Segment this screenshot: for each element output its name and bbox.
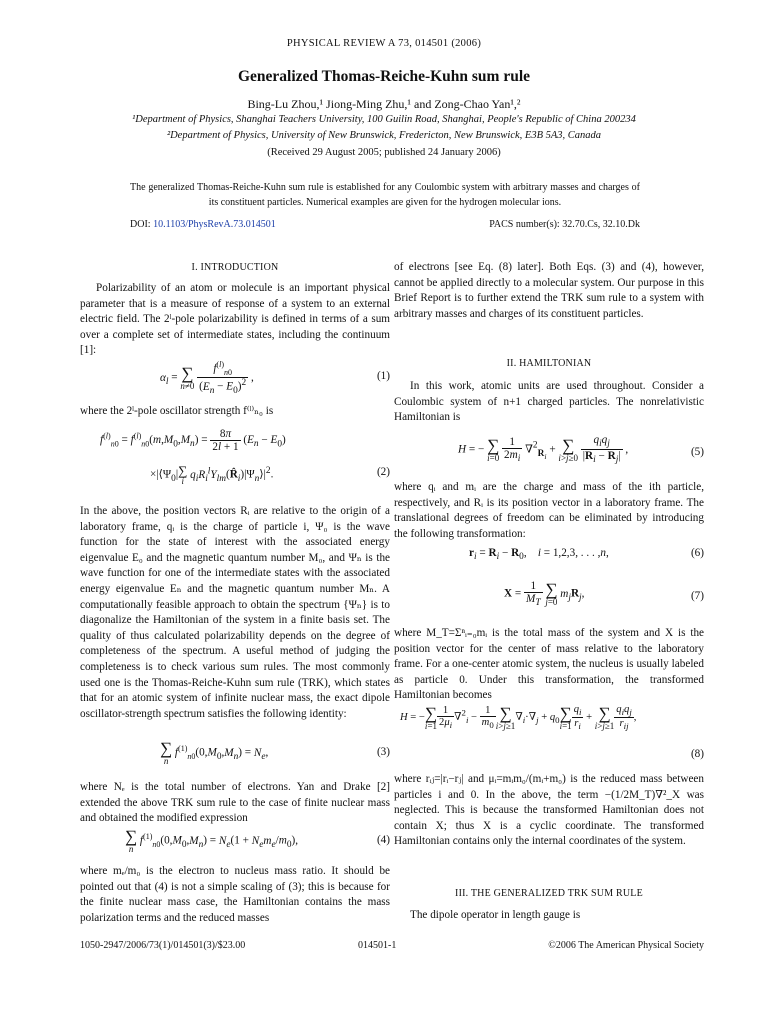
affiliation-1: ¹Department of Physics, Shanghai Teachers University, 100 Guilin Road, Shanghai, People's Republic of China 200234 xyxy=(132,114,636,125)
equation-1: $\alpha_l$ = ∑ n≠0 $\frac{f^{(l)}_{n0}}{(E_n - E_0)^2}$ , (1) xyxy=(160,360,390,396)
equation-number-7: (7) xyxy=(690,590,704,602)
section-heading-hamiltonian: II. HAMILTONIAN xyxy=(506,358,592,369)
trk-paragraph-1: The dipole operator in length gauge is xyxy=(410,909,581,921)
equation-number-5: (5) xyxy=(690,446,704,458)
equation-number-2: (2) xyxy=(376,466,390,478)
equation-number-6: (6) xyxy=(690,547,704,559)
equation-7: X = $\frac{1}{M_T}$ ∑ j=0 $m_jR_j$, (7) xyxy=(504,580,704,609)
equation-8: H = − ∑ i=1 $\frac{1}{2\mu_i}$ ∇$^2_i$ − $\frac{1}{m_0}$ ∑ $i>j\ge 1\nabla_i\cdot\nabla_j + q_0$ ∑ i=1 $\frac{q_i}{r_i}$ + ∑ i>j≥1 $\frac{q_iq_j}{r_{ij}}$ , (8) xyxy=(400,703,704,760)
received-date: (Received 29 August 2005; published 24 January 2006) xyxy=(267,147,501,158)
doi-line xyxy=(130,219,276,230)
doi-link[interactable]: 10.1103/PhysRevA.73.014501 xyxy=(153,219,276,230)
equation-number-1: (1) xyxy=(376,370,390,382)
affiliation-2: ²Department of Physics, University of New Brunswick, Fredericton, New Brunswick, E3B 5A3, Canada xyxy=(166,130,602,141)
intro-paragraph-2: where the 2ˡ-pole oscillator strength f⁽ˡ⁾ₙ₀ is xyxy=(80,405,274,417)
equation-number-4: (4) xyxy=(376,834,390,846)
equation-6: $r_i = R_i - R_0$, i = 1,2,3, . . . ,n, (6) xyxy=(469,547,704,563)
equation-4: ∑ n $f^{(1)}_{n0}(0,M_0,M_n) = N_e(1 + N_em_e/m_0)$, (4) xyxy=(125,827,390,854)
section-heading-intro: I. INTRODUCTION xyxy=(191,262,279,273)
equation-3: ∑ n $f^{(1)}_{n0}(0,M_0,M_n) = N_e$, (3) xyxy=(160,739,390,766)
intro-paragraph-3: In the above, the position vectors Rᵢ are relative to the origin of a laboratory frame, qᵢ is the charge of particle i, Ψ₀ is the wave function for the state of interest with the associated energy eigenvalue E₀ and the magnetic quantum number M₀, and Ψₙ is the wave function for one of the intermediate states with the associated energy eigenvalue Eₙ and the magnetic quantum number Mₙ. A computationally feasible approach to obtain the spectrum {Ψₙ} is to diagonalize the Hamiltonian of the system in a finite basis set. The quality of thus calculated polarizability depends on the degree of completeness of the spectrum. A useful method of judging the completeness is to check various sum rules. The most commonly used one is the Thomas-Reiche-Kuhn sum rule (TRK), which states that for an atomic system of infinite nuclear mass, the exact dipole oscillator-strength spectrum satisfies the following identity: xyxy=(80,505,390,720)
paper-title: Generalized Thomas-Reiche-Kuhn sum rule xyxy=(237,68,531,85)
hamiltonian-paragraph-4: where rᵢⱼ=|rᵢ−rⱼ| and μᵢ=mᵢm₀/(mᵢ+m₀) is the reduced mass between particles i and 0. In the above, the term −(1/2M_T)∇²_X was neglected. This is because the transformed Hamiltonian does not contain X; thus X is a cyclic coordinate. The transformed Hamiltonian contains only the internal coordinates of the system. xyxy=(394,773,704,848)
intro-paragraph-5: where mₑ/m₀ is the electron to nucleus mass ratio. It should be pointed out that (4) is not a simple scaling of (3); this is because for the finite nuclear mass case, the Hamiltonian contains the mass polarization terms and the reduced masses xyxy=(80,865,390,924)
pacs-numbers: PACS number(s): 32.70.Cs, 32.10.Dk xyxy=(489,219,640,230)
equation-number-8: (8) xyxy=(690,748,704,760)
footer-copyright: ©2006 The American Physical Society xyxy=(548,940,704,951)
intro-paragraph-4: where Nₑ is the total number of electrons. Yan and Drake [2] extended the above TRK sum rule to the case of finite nuclear mass and obtained the modified expression xyxy=(80,781,390,825)
doi-label: DOI: xyxy=(130,219,151,230)
hamiltonian-paragraph-3: where M_T=Σⁿᵢ₌₀mᵢ is the total mass of the system and X is the position vector for the center of mass relative to the laboratory frame. For a one-center atomic system, the nucleus is usually labeled as particle 0. Under this transformation, the transformed Hamiltonian becomes xyxy=(394,627,704,702)
hamiltonian-paragraph-2: where qᵢ and mᵢ are the charge and mass of the ith particle, respectively, and Rᵢ is its position vector in a laboratory frame. The translational degrees of freedom can be eliminated by introducing the following transformation: xyxy=(394,481,704,540)
footer-page-number: 014501-1 xyxy=(358,940,397,951)
journal-header: PHYSICAL REVIEW A 73, 014501 (2006) xyxy=(286,38,482,49)
equation-2: $f^{(l)}_{n0} = f^{(l)}_{n0}(m,M_0,M_n)$ = $\frac{8\pi}{2l + 1}$ $(E_n - E_0)$ $\times|⟨\Psi_0|$ ∑ i $q_iR_i^lY_{lm}(R̂_i)|\Psi_n⟩|^2$. (2) xyxy=(100,428,390,486)
equation-number-3: (3) xyxy=(376,746,390,758)
hamiltonian-paragraph-1: In this work, atomic units are used throughout. Consider a Coulombic system of n+1 charged particles. The nonrelativistic Hamiltonian is xyxy=(394,380,704,424)
intro-paragraph-6: of electrons [see Eq. (8) later]. Both Eqs. (3) and (4), however, cannot be applied directly to a molecular system. Our purpose in this Brief Report is to further extend the TRK sum rule to a system with arbitrary masses and charges of its constituent particles. xyxy=(394,261,704,320)
intro-paragraph-1: Polarizability of an atom or molecule is an important physical parameter that is a measure of response of a system to an external electric field. The 2ˡ-pole polarizability is defined in terms of a sum over a complete set of intermediate states, including the continuum [1]: xyxy=(80,282,390,357)
equation-5: H = − ∑ i=0 $\frac{1}{2m_i}$ ∇$^2_{R_i}$ + ∑ i>j≥0 $\frac{q_iq_j}{|R_i - R_j|}$ , (5) xyxy=(458,434,704,466)
abstract: The generalized Thomas-Reiche-Kuhn sum rule is established for any Coulombic system with arbitrary masses and charges of its constituent particles. Numerical examples are given for the hydrogen molecular ions. xyxy=(130,182,640,208)
section-heading-trk: III. THE GENERALIZED TRK SUM RULE xyxy=(455,888,643,899)
footer-code: 1050-2947/2006/73(1)/014501(3)/$23.00 xyxy=(80,940,246,951)
author-list: Bing-Lu Zhou,¹ Jiong-Ming Zhu,¹ and Zong-Chao Yan¹,² xyxy=(247,97,521,111)
